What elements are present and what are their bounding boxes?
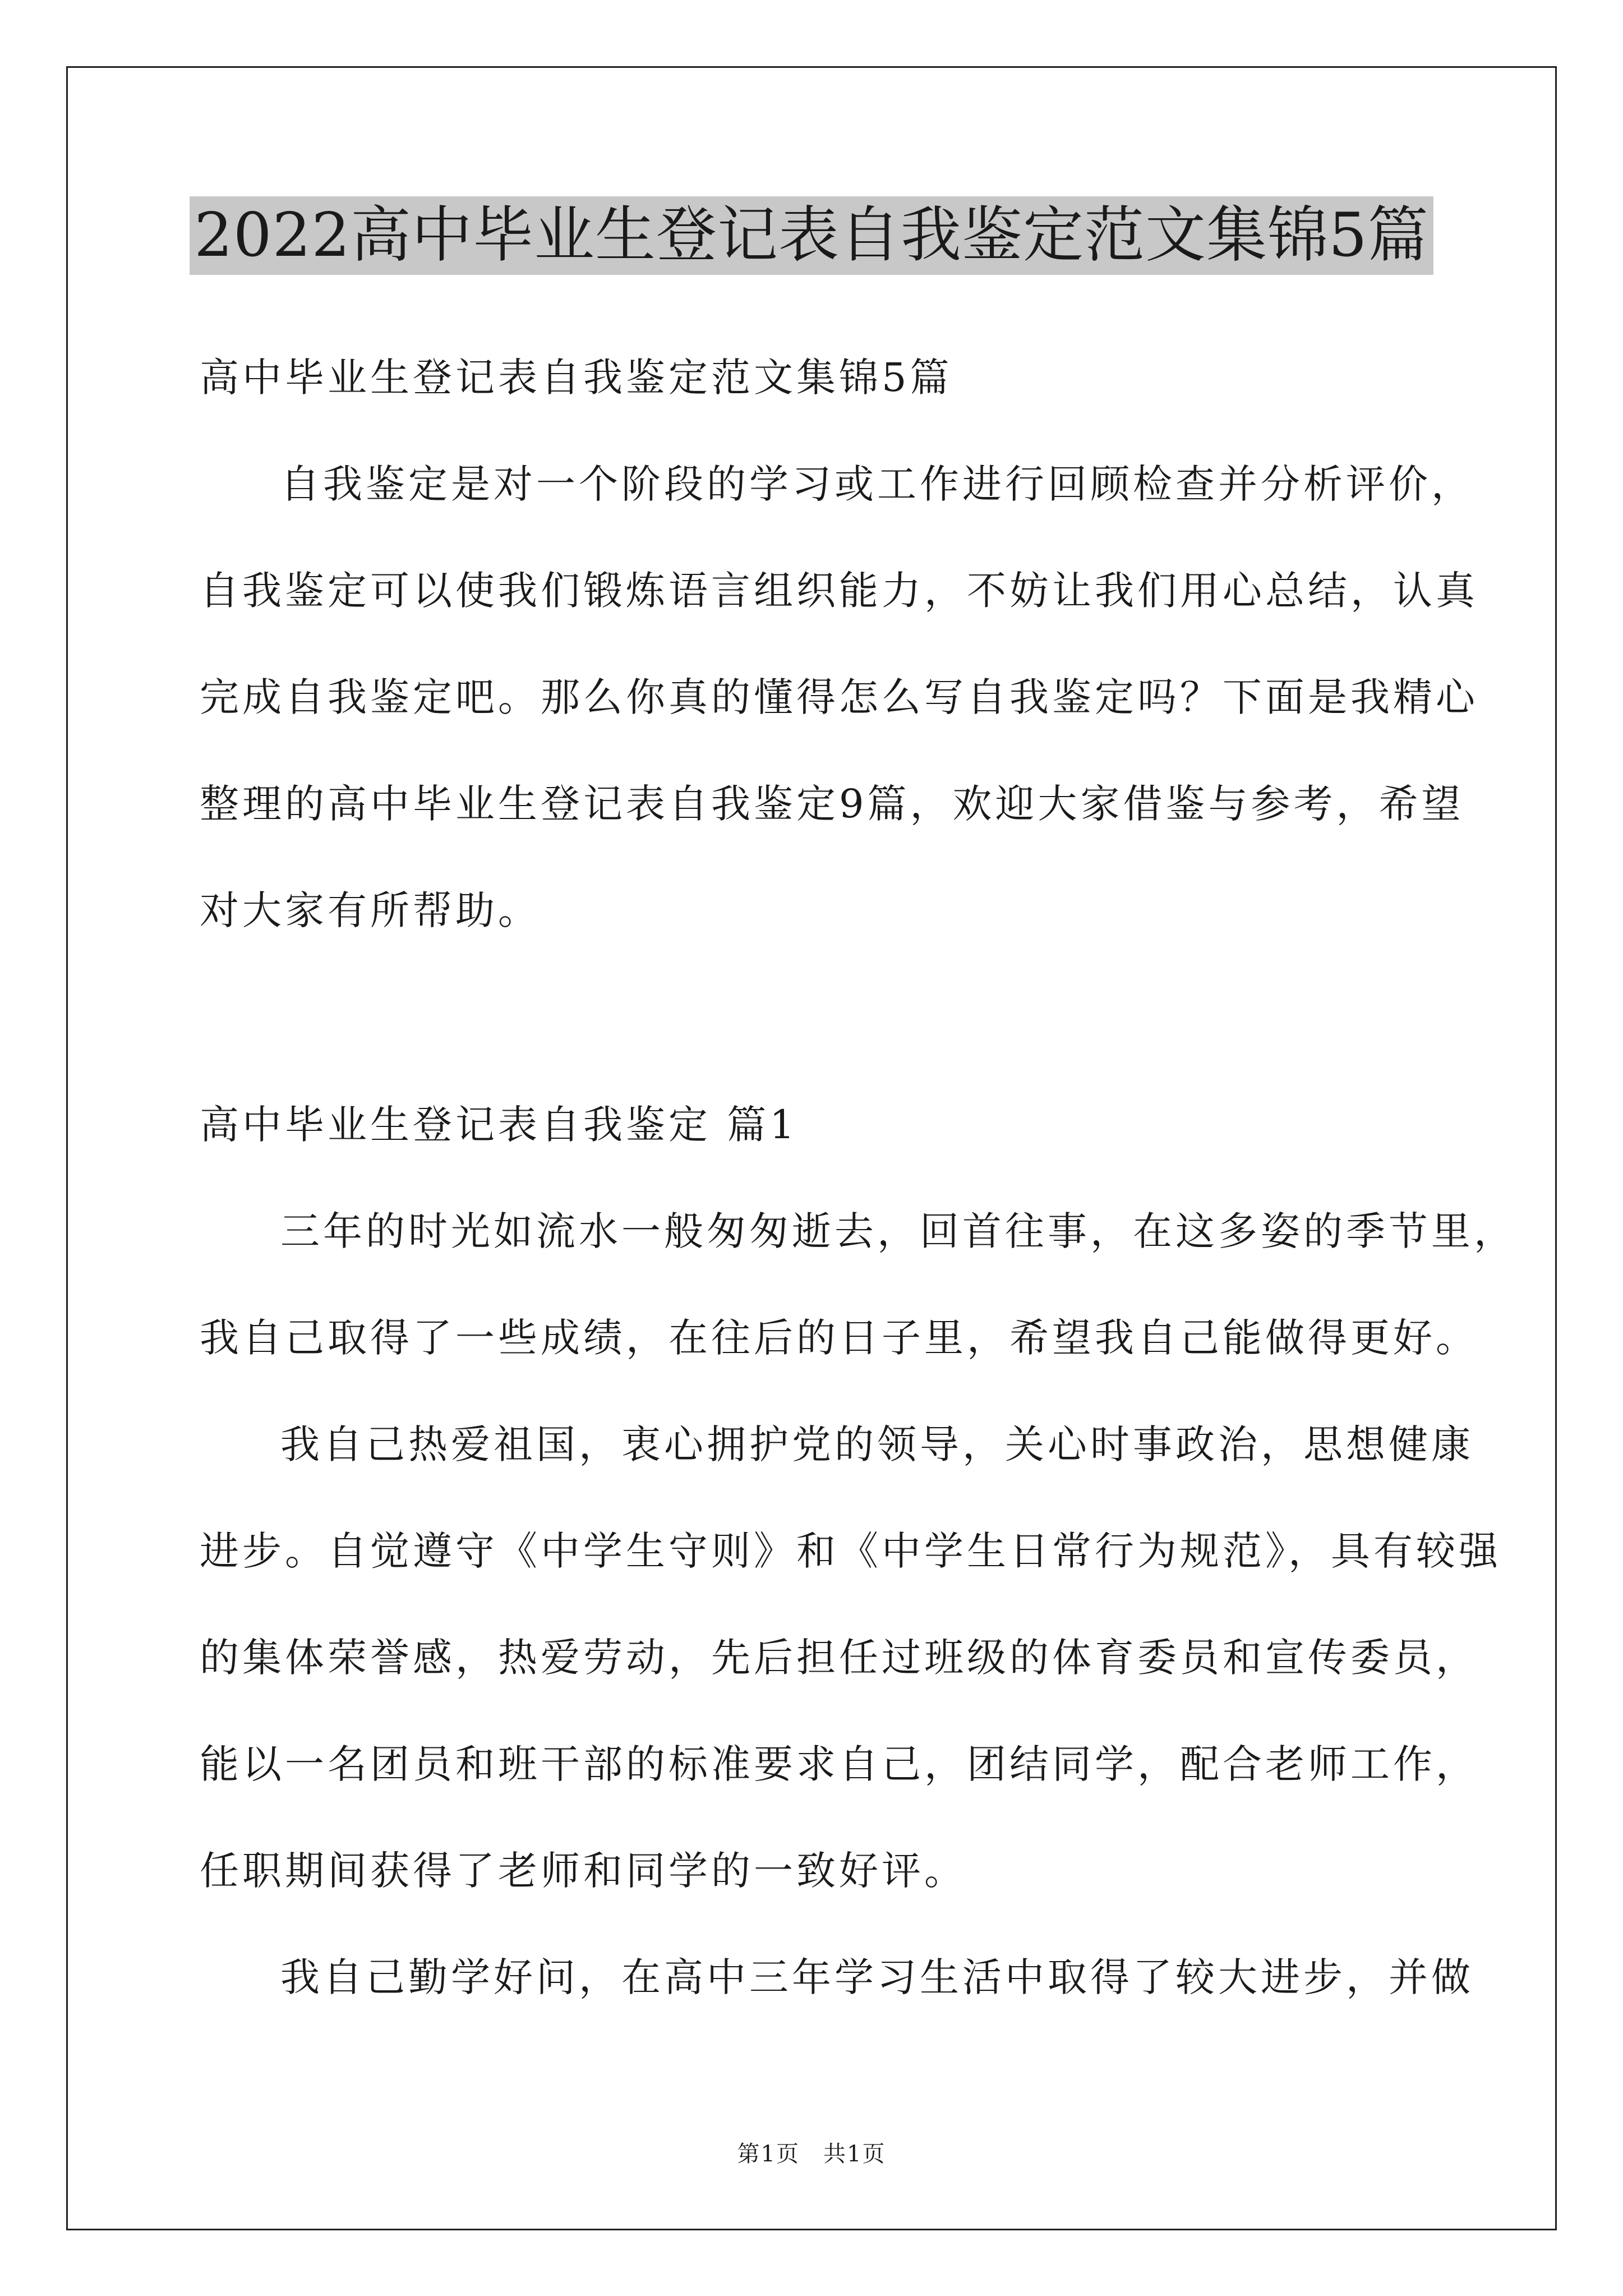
intro-line-5: 对大家有所帮助。: [200, 887, 541, 933]
page-footer: 第1页 共1页: [737, 2141, 886, 2167]
section-line-1: 三年的时光如流水一般匆匆逝去，回首往事，在这多姿的季节里，: [280, 1208, 1516, 1254]
title-container: [0, 196, 1623, 275]
intro-line-3: 完成自我鉴定吧。那么你真的懂得怎么写自我鉴定吗？下面是我精心: [200, 674, 1478, 720]
section-heading: 高中毕业生登记表自我鉴定 篇1: [200, 1102, 798, 1148]
section-line-5: 的集体荣誉感，热爱劳动，先后担任过班级的体育委员和宣传委员，: [200, 1635, 1478, 1681]
section-line-3: 我自己热爱祖国，衷心拥护党的领导，关心时事政治，思想健康: [280, 1421, 1474, 1467]
document-title: 2022高中毕业生登记表自我鉴定范文集锦5篇: [190, 196, 1433, 275]
section-line-7: 任职期间获得了老师和同学的一致好评。: [200, 1848, 967, 1894]
intro-line-1: 自我鉴定是对一个阶段的学习或工作进行回顾检查并分析评价，: [280, 461, 1474, 507]
subtitle: 高中毕业生登记表自我鉴定范文集锦5篇: [200, 355, 953, 401]
intro-line-4: 整理的高中毕业生登记表自我鉴定9篇，欢迎大家借鉴与参考，希望: [200, 781, 1464, 827]
section-line-4: 进步。自觉遵守《中学生守则》和《中学生日常行为规范》，具有较强: [200, 1528, 1501, 1574]
section-line-8: 我自己勤学好问，在高中三年学习生活中取得了较大进步，并做: [280, 1954, 1474, 2000]
section-line-2: 我自己取得了一些成绩，在往后的日子里，希望我自己能做得更好。: [200, 1315, 1478, 1361]
intro-line-2: 自我鉴定可以使我们锻炼语言组织能力，不妨让我们用心总结，认真: [200, 568, 1478, 614]
section-line-6: 能以一名团员和班干部的标准要求自己，团结同学，配合老师工作，: [200, 1741, 1478, 1787]
